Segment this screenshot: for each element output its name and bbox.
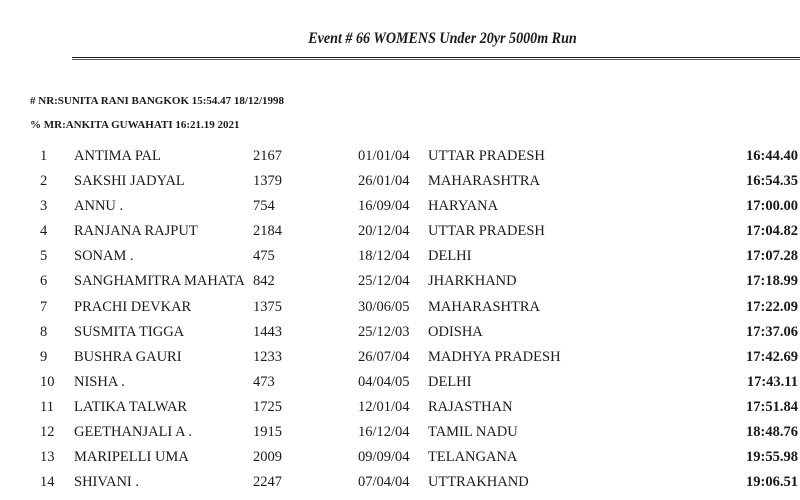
athlete-name: BUSHRA GAURI bbox=[74, 348, 182, 365]
finish-time: 17:37.06 bbox=[746, 323, 798, 340]
finish-time: 17:22.09 bbox=[746, 298, 798, 315]
finish-time: 17:00.00 bbox=[746, 198, 798, 215]
bib-number: 1443 bbox=[253, 323, 282, 340]
date-of-birth: 16/09/04 bbox=[358, 198, 410, 215]
athlete-name: PRACHI DEVKAR bbox=[74, 298, 192, 315]
bib-number: 2184 bbox=[253, 223, 282, 240]
national-record-line: # NR:SUNITA RANI BANGKOK 15:54.47 18/12/1998 bbox=[30, 95, 285, 107]
athlete-name: ANNU . bbox=[74, 198, 124, 215]
table-row bbox=[0, 395, 800, 420]
table-row bbox=[0, 269, 800, 294]
date-of-birth: 16/12/04 bbox=[358, 424, 410, 441]
finish-time: 17:04.82 bbox=[746, 223, 798, 240]
athlete-name: RANJANA RAJPUT bbox=[74, 223, 198, 240]
result-place: 4 bbox=[40, 223, 48, 240]
state-name: TELANGANA bbox=[428, 449, 518, 466]
bib-number: 1379 bbox=[253, 173, 282, 190]
result-place: 3 bbox=[40, 198, 48, 215]
finish-time: 19:55.98 bbox=[746, 449, 798, 466]
state-name: DELHI bbox=[428, 248, 472, 265]
result-place: 8 bbox=[40, 323, 48, 340]
state-name: UTTAR PRADESH bbox=[428, 223, 545, 240]
date-of-birth: 09/09/04 bbox=[358, 449, 410, 466]
athlete-name: SHIVANI . bbox=[74, 474, 139, 491]
athlete-name: LATIKA TALWAR bbox=[74, 398, 188, 415]
state-name: ODISHA bbox=[428, 323, 483, 340]
date-of-birth: 01/01/04 bbox=[358, 148, 410, 164]
date-of-birth: 07/04/04 bbox=[358, 474, 410, 491]
result-place: 5 bbox=[40, 248, 48, 265]
date-of-birth: 25/12/04 bbox=[358, 273, 410, 290]
date-of-birth: 26/01/04 bbox=[358, 173, 410, 190]
table-row bbox=[0, 445, 800, 470]
event-title: Event # 66 WOMENS Under 20yr 5000m Run bbox=[308, 30, 577, 47]
date-of-birth: 26/07/04 bbox=[358, 348, 410, 365]
date-of-birth: 04/04/05 bbox=[358, 373, 410, 390]
state-name: RAJASTHAN bbox=[428, 398, 513, 415]
bib-number: 475 bbox=[253, 248, 275, 265]
bib-number: 1725 bbox=[253, 398, 282, 415]
bib-number: 1375 bbox=[253, 298, 282, 315]
finish-time: 16:44.40 bbox=[746, 148, 798, 164]
table-row bbox=[0, 169, 800, 194]
athlete-name: NISHA . bbox=[74, 373, 125, 390]
athlete-name: SONAM . bbox=[74, 248, 134, 265]
header-rule bbox=[72, 57, 800, 58]
athlete-name: MARIPELLI UMA bbox=[74, 449, 189, 466]
result-place: 7 bbox=[40, 298, 48, 315]
bib-number: 473 bbox=[253, 373, 275, 390]
date-of-birth: 20/12/04 bbox=[358, 223, 410, 240]
table-row bbox=[0, 420, 800, 445]
date-of-birth: 30/06/05 bbox=[358, 298, 410, 315]
date-of-birth: 18/12/04 bbox=[358, 248, 410, 265]
table-row bbox=[0, 320, 800, 345]
athlete-name: GEETHANJALI A . bbox=[74, 424, 193, 441]
meet-record-line: % MR:ANKITA GUWAHATI 16:21.19 2021 bbox=[30, 119, 240, 131]
table-row bbox=[0, 244, 800, 269]
table-row bbox=[0, 219, 800, 244]
result-place: 6 bbox=[40, 273, 48, 290]
table-row bbox=[0, 370, 800, 395]
athlete-name: ANTIMA PAL bbox=[74, 148, 161, 164]
result-place: 10 bbox=[40, 373, 55, 390]
finish-time: 17:07.28 bbox=[746, 248, 798, 265]
result-place: 1 bbox=[40, 148, 48, 164]
finish-time: 19:06.51 bbox=[746, 474, 798, 491]
bib-number: 1915 bbox=[253, 424, 282, 441]
result-place: 9 bbox=[40, 348, 48, 365]
athlete-name: SANGHAMITRA MAHATA bbox=[74, 273, 245, 290]
state-name: UTTRAKHAND bbox=[428, 474, 529, 491]
result-place: 12 bbox=[40, 424, 55, 441]
table-row bbox=[0, 295, 800, 320]
bib-number: 2167 bbox=[253, 148, 282, 164]
finish-time: 17:51.84 bbox=[746, 398, 798, 415]
finish-time: 16:54.35 bbox=[746, 173, 798, 190]
state-name: DELHI bbox=[428, 373, 472, 390]
result-place: 13 bbox=[40, 449, 55, 466]
bib-number: 842 bbox=[253, 273, 275, 290]
state-name: TAMIL NADU bbox=[428, 424, 518, 441]
state-name: HARYANA bbox=[428, 198, 499, 215]
results-table bbox=[0, 144, 800, 495]
state-name: UTTAR PRADESH bbox=[428, 148, 545, 164]
table-row bbox=[0, 144, 800, 169]
result-place: 11 bbox=[40, 398, 54, 415]
finish-time: 17:18.99 bbox=[746, 273, 798, 290]
state-name: MAHARASHTRA bbox=[428, 173, 540, 190]
table-row bbox=[0, 470, 800, 495]
table-row bbox=[0, 345, 800, 370]
athlete-name: SUSMITA TIGGA bbox=[74, 323, 185, 340]
state-name: JHARKHAND bbox=[428, 273, 517, 290]
state-name: MAHARASHTRA bbox=[428, 298, 540, 315]
finish-time: 17:43.11 bbox=[746, 373, 798, 390]
bib-number: 754 bbox=[253, 198, 275, 215]
table-row bbox=[0, 194, 800, 219]
date-of-birth: 12/01/04 bbox=[358, 398, 410, 415]
bib-number: 1233 bbox=[253, 348, 282, 365]
date-of-birth: 25/12/03 bbox=[358, 323, 410, 340]
finish-time: 17:42.69 bbox=[746, 348, 798, 365]
finish-time: 18:48.76 bbox=[746, 424, 798, 441]
state-name: MADHYA PRADESH bbox=[428, 348, 561, 365]
bib-number: 2247 bbox=[253, 474, 282, 491]
result-place: 2 bbox=[40, 173, 48, 190]
athlete-name: SAKSHI JADYAL bbox=[74, 173, 185, 190]
header-rule-secondary bbox=[72, 59, 800, 60]
result-place: 14 bbox=[40, 474, 55, 491]
bib-number: 2009 bbox=[253, 449, 282, 466]
